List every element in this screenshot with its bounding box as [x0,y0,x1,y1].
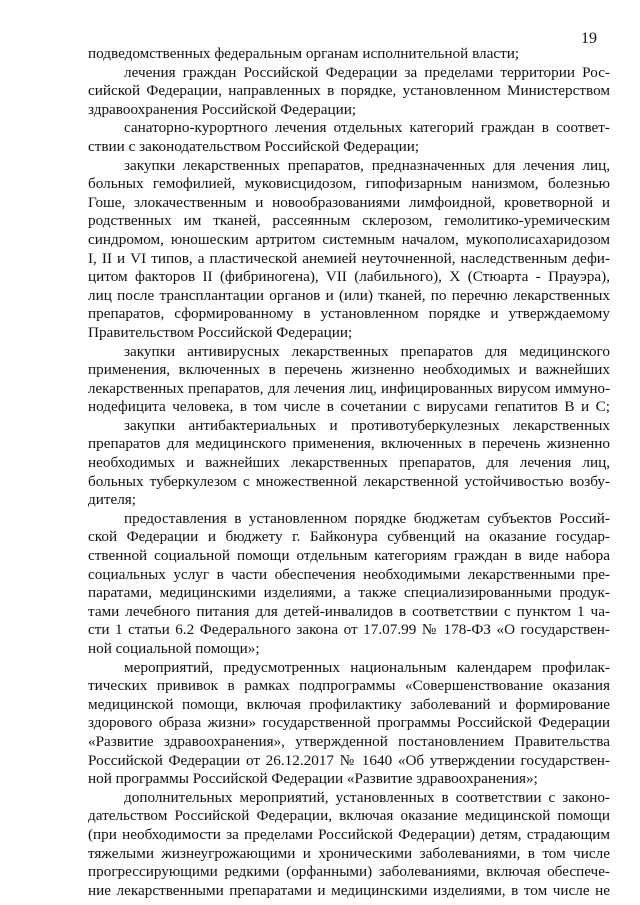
text-line: ственной социальной помощи отдельным категориям граждан в виде набора [88,547,610,565]
text-line: тяжелыми жизнеугрожающими и хроническими заболеваниями, в том числе [88,844,610,862]
text-line: тами лечебного питания для детей-инвалидов в соответствии с пунктом 1 ча- [88,602,610,620]
text-line: санаторно-курортного лечения отдельных категорий граждан в соответ- [124,119,610,137]
text-line: прогрессирующими редкими (орфанными) заболеваниями, включая обеспече- [88,863,610,881]
text-line: социальных услуг в части обеспечения необходимыми лекарственными пре- [88,565,610,583]
text-line: подведомственных федеральным органам исполнительной власти; [88,45,520,62]
text-line: лечения граждан Российской Федерации за пределами территории Рос- [124,63,610,81]
text-line: ние лекарственными препаратами и медицинскими изделиями, в том числе не [88,881,610,899]
text-line: дательством Российской Федерации, включая оказание медицинской помощи [88,807,610,825]
text-line: цитом факторов II (фибриногена), VII (лабильного), X (Стюарта - Прауэра), [88,268,610,286]
text-line: (при необходимости за пределами Российской Федерации) детям, страдающим [88,825,610,843]
text-line: Гоше, злокачественным и новообразованиями лимфоидной, кроветворной и [88,193,610,211]
text-line: Правительством Российской Федерации; [88,323,353,341]
text-line: необходимых и важнейших лекарственных препаратов, для лечения лиц, [88,454,610,472]
text-line: здорового образа жизни» государственной программы Российской Федерации [88,714,610,732]
text-line: родственных им тканей, рассеянным склерозом, гемолитико-уремическим [88,212,610,230]
text-line: препаратов, сформированному в установленном порядке и утверждаемому [88,305,610,323]
text-line: медицинской помощи, включая профилактику заболеваний и формирование [88,695,610,713]
document-body [88,45,610,900]
text-line: сти 1 статьи 6.2 Федерального закона от 17.07.99 № 178-ФЗ «О государствен- [88,621,610,639]
text-line: больных гемофилией, муковисцидозом, гипофизарным нанизмом, болезнью [88,175,610,193]
text-line: лекарственных препаратов, для лечения лиц, инфицированных вирусом иммуно- [88,380,610,397]
text-line: нодефицита человека, в том числе в сочетании с вирусами гепатитов B и C; [88,398,610,416]
text-line: применения, включенных в перечень жизненно необходимых и важнейших [88,361,610,379]
page-number: 19 [581,30,597,47]
text-line: ной социальной помощи»; [88,640,260,657]
text-line: лиц после трансплантации органов и (или) тканей, по перечню лекарственных [88,286,610,304]
text-line: закупки антибактериальных и противотуберкулезных лекарственных [124,416,610,434]
text-line: паратами, медицинскими изделиями, а также специализированными продук- [88,584,610,602]
text-line: закупки антивирусных лекарственных препаратов для медицинского [124,342,610,360]
text-line: сийской Федерации, направленных в порядке, установленном Министерством [88,82,610,100]
text-line: ской Федерации и бюджету г. Байконура субвенций на оказание государ- [88,528,610,546]
text-line: «Развитие здравоохранения», утвержденной постановлением Правительства [88,732,610,750]
text-line: закупки лекарственных препаратов, предназначенных для лечения лиц, [124,156,610,174]
text-line: здравоохранения Российской Федерации; [88,100,357,118]
text-line: ствии с законодательством Российской Федерации; [88,137,420,155]
text-line: мероприятий, предусмотренных национальным календарем профилак- [124,658,610,676]
text-line: тических прививок в рамках подпрограммы «Совершенствование оказания [88,677,610,695]
text-line: дителя; [88,491,137,509]
text-line: ной программы Российской Федерации «Развитие здравоохранения»; [88,770,538,788]
text-line: больных туберкулезом с множественной лекарственной устойчивостью возбу- [88,472,610,490]
text-line: синдромом, юношеским артритом системным началом, мукополисахаридозом [88,230,610,248]
text-line: предоставления в установленном порядке бюджетам субъектов Россий- [124,509,610,527]
text-line: дополнительных мероприятий, установленных в соответствии с законо- [124,788,610,806]
text-line: препаратов для медицинского применения, включенных в перечень жизненно [88,435,610,453]
text-line: I, II и VI типов, а пластической анемией неуточненной, наследственным дефи- [88,249,610,267]
text-line: Российской Федерации от 26.12.2017 № 1640 «Об утверждении государствен- [88,751,610,769]
